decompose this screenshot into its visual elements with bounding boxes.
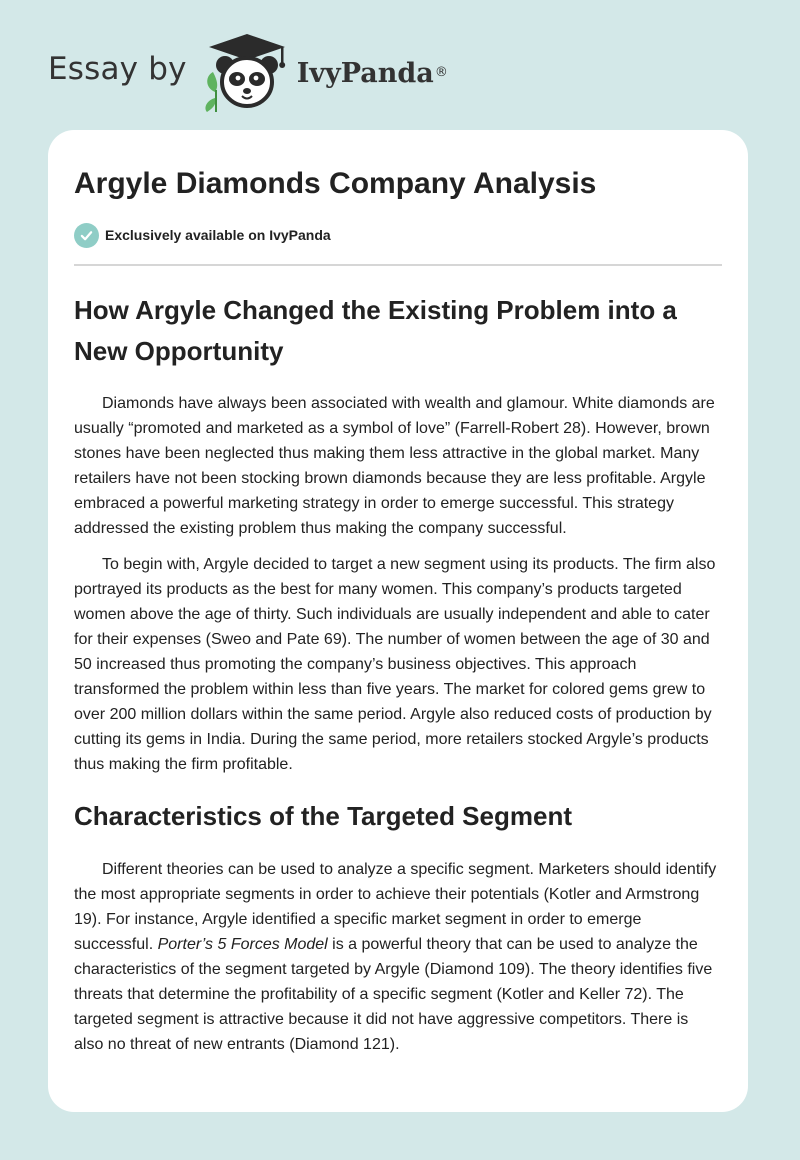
section-heading: How Argyle Changed the Existing Problem into a New Opportunity — [74, 295, 677, 366]
exclusive-text: Exclusively available on IvyPanda — [105, 227, 331, 243]
paragraph: To begin with, Argyle decided to target a new segment using its products. The firm also portrayed its products as the best for many women. This company’s products targeted women above the age of thirty. Such individuals are usually independent and able to cater for their expenses (Sweo and Pate 69). The number of women between the age of 30 and 50 increased thus promoting the company’s business objectives. This approach transformed the problem within less than five years. The market for colored gems grew to over 200 million dollars within the same period. Argyle also reduced costs of production by cutting its gems in India. During the same period, more retailers stocked Argyle’s products thus making the firm profitable. — [74, 556, 716, 773]
page-title: Argyle Diamonds Company Analysis — [74, 167, 597, 200]
check-icon — [74, 223, 99, 248]
registered-mark: ® — [434, 64, 448, 80]
panda-graduate-icon[interactable] — [201, 32, 293, 112]
section-targeted-segment — [74, 796, 722, 1057]
model-name: Porter’s 5 Forces Model — [157, 936, 328, 953]
paragraph — [74, 857, 722, 1057]
essay-card — [48, 130, 748, 1112]
brand-name[interactable]: IvyPanda — [296, 57, 434, 89]
paragraph: Diamonds have always been associated with wealth and glamour. White diamonds are usually “promoted and marketed as a symbol of love” (Farrell-Robert 28). However, brown stones have been neglected thus making them less attractive in the global market. Many retailers have not been stocking brown diamonds because they are less profitable. Argyle embraced a powerful marketing strategy in order to emerge successful. This strategy addressed the existing problem thus making the company successful. — [74, 395, 715, 537]
brand-prefix: Essay by — [48, 51, 187, 87]
paragraph-text: is a powerful theory that can be used to analyze the characteristics of the segment targeted by Argyle (Diamond 109). The theory identifies five threats that determine the profitability of a specific segment (Kotler and Keller 72). The targeted segment is attractive because it did not have aggressive competitors. There is also no threat of new entrants (Diamond 121). — [74, 936, 713, 1053]
section-heading: Characteristics of the Targeted Segment — [74, 801, 572, 831]
section-opportunity — [74, 290, 722, 777]
exclusive-badge — [74, 220, 722, 250]
title-divider — [74, 264, 722, 266]
paragraph-text: Different theories can be used to analyze a specific segment. Marketers should identify the most appropriate segments in order to achieve their potentials (Kotler and Armstrong 19). For instance, Argyle identified a specific market segment in order to emerge successful. — [74, 861, 717, 953]
site-header — [48, 32, 448, 112]
